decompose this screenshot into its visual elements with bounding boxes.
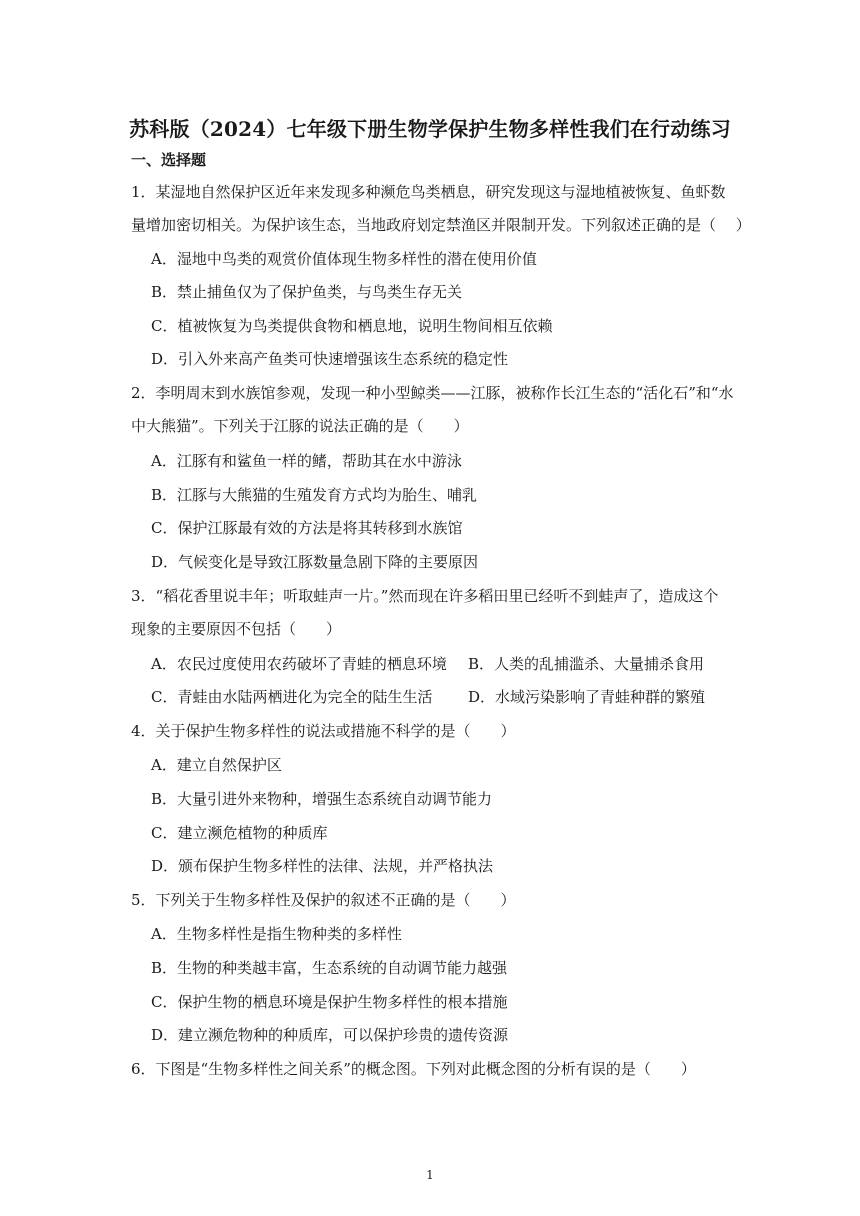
question-3-option-c: C．青蛙由水陆两栖进化为完全的陆生生活 <box>151 688 433 706</box>
question-1-option-a: A．湿地中鸟类的观赏价值体现生物多样性的潜在使用价值 <box>151 250 537 268</box>
question-5-option-b: B．生物的种类越丰富，生态系统的自动调节能力越强 <box>151 959 508 977</box>
question-3-option-a: A．农民过度使用农药破坏了青蛙的栖息环境 <box>151 655 447 673</box>
question-4-stem: 4．关于保护生物多样性的说法或措施不科学的是（ ） <box>131 722 516 740</box>
section-heading: 一、选择题 <box>131 151 207 169</box>
question-6-stem: 6．下图是“生物多样性之间关系”的概念图。下列对此概念图的分析有误的是（ ） <box>131 1060 696 1078</box>
question-1-stem-line-2: 量增加密切相关。为保护该生态，当地政府划定禁渔区并限制开发。下列叙述正确的是（ ） <box>131 216 751 234</box>
question-2-option-c: C．保护江豚最有效的方法是将其转移到水族馆 <box>151 519 463 537</box>
question-2-option-d: D．气候变化是导致江豚数量急剧下降的主要原因 <box>151 553 479 571</box>
question-2-stem-line-1: 2．李明周末到水族馆参观，发现一种小型鲸类——江豚，被称作长江生态的“活化石”和“水 <box>131 384 734 402</box>
question-5-stem: 5．下列关于生物多样性及保护的叙述不正确的是（ ） <box>131 891 516 909</box>
question-4-option-c: C．建立濒危植物的种质库 <box>151 824 328 842</box>
question-1-option-d: D．引入外来高产鱼类可快速增强该生态系统的稳定性 <box>151 350 509 368</box>
question-1-option-b: B．禁止捕鱼仅为了保护鱼类，与鸟类生存无关 <box>151 283 463 301</box>
question-1-option-c: C．植被恢复为鸟类提供食物和栖息地，说明生物间相互依赖 <box>151 317 553 335</box>
question-3-option-d: D．水域污染影响了青蛙种群的繁殖 <box>468 688 706 706</box>
question-1-stem-line-1: 1．某湿地自然保护区近年来发现多种濒危鸟类栖息，研究发现这与湿地植被恢复、鱼虾数 <box>131 183 726 201</box>
question-4-option-a: A．建立自然保护区 <box>151 756 282 774</box>
question-5-option-d: D．建立濒危物种的种质库，可以保护珍贵的遗传资源 <box>151 1026 509 1044</box>
question-4-option-d: D．颁布保护生物多样性的法律、法规，并严格执法 <box>151 857 494 875</box>
question-3-option-b: B．人类的乱捕滥杀、大量捕杀食用 <box>468 655 705 673</box>
page-number: 1 <box>426 1168 434 1182</box>
document-title: 苏科版（2024）七年级下册生物学保护生物多样性我们在行动练习 <box>129 117 731 141</box>
question-2-option-a: A．江豚有和鲨鱼一样的鳍，帮助其在水中游泳 <box>151 452 462 470</box>
question-4-option-b: B．大量引进外来物种，增强生态系统自动调节能力 <box>151 790 493 808</box>
question-2-stem-line-2: 中大熊猫”。下列关于江豚的说法正确的是（ ） <box>131 417 469 435</box>
question-2-option-b: B．江豚与大熊猫的生殖发育方式均为胎生、哺乳 <box>151 486 478 504</box>
question-5-option-c: C．保护生物的栖息环境是保护生物多样性的根本措施 <box>151 993 508 1011</box>
question-3-stem-line-2: 现象的主要原因不包括（ ） <box>131 620 342 638</box>
question-5-option-a: A．生物多样性是指生物种类的多样性 <box>151 925 402 943</box>
question-3-stem-line-1: 3．“稻花香里说丰年；听取蛙声一片。”然而现在许多稻田里已经听不到蛙声了，造成这个 <box>131 587 719 605</box>
